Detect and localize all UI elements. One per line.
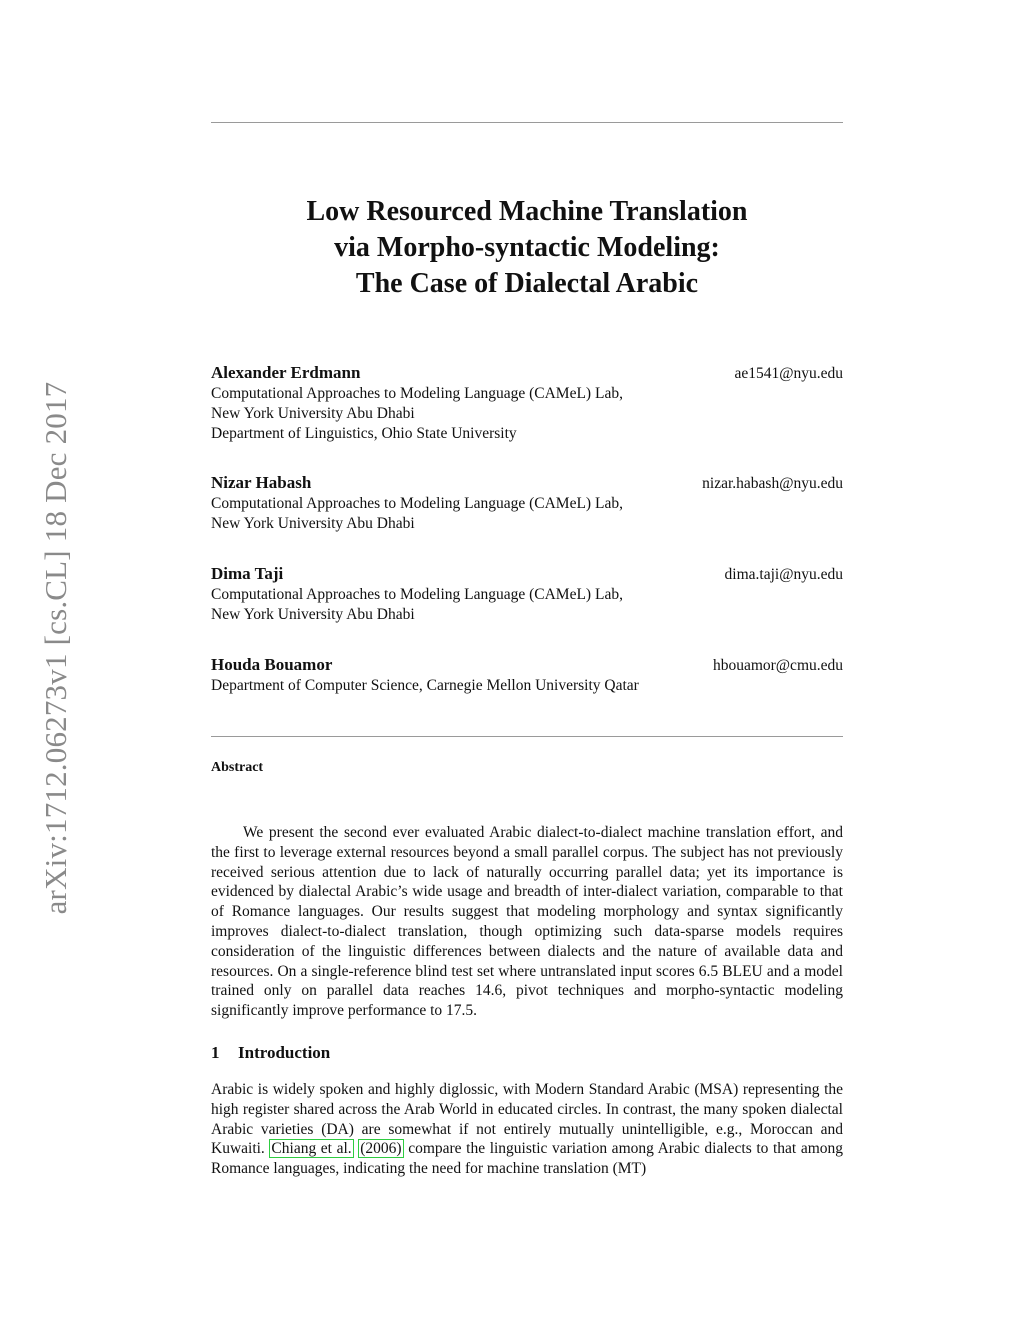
top-rule <box>211 122 843 123</box>
author-name: Houda Bouamor <box>211 655 333 674</box>
author-email[interactable]: hbouamor@cmu.edu <box>712 657 843 674</box>
author-affiliation: New York University Abu Dhabi <box>211 606 415 623</box>
author-block-erdmann <box>211 362 843 444</box>
author-affiliation: Computational Approaches to Modeling Language (CAMeL) Lab, <box>211 495 623 512</box>
author-block-taji <box>211 563 843 625</box>
citation-link-year[interactable]: (2006) <box>360 1140 402 1158</box>
section-heading-introduction <box>211 1043 330 1063</box>
arxiv-identifier: arXiv:1712.06273v1 [cs.CL] 18 Dec 2017 <box>38 381 73 915</box>
intro-text-after-citation: compare the linguistic variation among Arabic dialects to that among Romance languages, indicating the need for machine translation (MT) <box>211 1140 844 1178</box>
author-affiliation: Computational Approaches to Modeling Language (CAMeL) Lab, <box>211 586 623 603</box>
intro-text-before-citation: Arabic is widely spoken and highly diglossic, with Modern Standard Arabic (MSA) representing the high register shared across the Arab World in educated circles. In contrast, the many spoken dialectal Arabic varieties (DA) are somewhat if not entirely mutually unintelligible, e.g., Moroccan and Kuwaiti. <box>211 1081 843 1158</box>
author-name: Dima Taji <box>211 564 284 583</box>
author-affiliation: New York University Abu Dhabi <box>211 515 415 532</box>
paper-title <box>211 194 843 302</box>
author-affiliation: New York University Abu Dhabi <box>211 405 415 422</box>
author-affiliation: Department of Linguistics, Ohio State University <box>211 425 517 442</box>
author-email[interactable]: nizar.habash@nyu.edu <box>702 475 843 492</box>
introduction-paragraph <box>211 1080 843 1179</box>
author-block-bouamor <box>211 654 843 696</box>
author-affiliation: Department of Computer Science, Carnegie Mellon University Qatar <box>211 677 639 694</box>
author-name: Nizar Habash <box>211 473 312 492</box>
author-block-habash <box>211 472 843 534</box>
abstract-heading: Abstract <box>211 760 264 775</box>
author-affiliation: Computational Approaches to Modeling Language (CAMeL) Lab, <box>211 385 623 402</box>
abstract-rule <box>211 736 843 737</box>
author-email[interactable]: dima.taji@nyu.edu <box>724 566 843 583</box>
title-line-3: The Case of Dialectal Arabic <box>355 268 699 299</box>
author-name: Alexander Erdmann <box>211 363 361 382</box>
abstract-text: We present the second ever evaluated Arabic dialect-to-dialect machine translation effort, and the first to leverage external resources beyond a small parallel corpus. The subject has not previously received serious attention due to lack of naturally occurring parallel data; yet its importance is evidenced by dialectal Arabic’s wide usage and breadth of inter-dialect variation, comparable to that of Romance languages. Our results suggest that modeling morphology and syntax significantly improves dialect-to-dialect translation, though optimizing such data-sparse models requires consideration of the linguistic differences between dialects and the nature of available data and resources. On a single-reference blind test set where untranslated input scores 6.5 BLEU and a model trained only on parallel data reaches 14.6, pivot techniques and morpho-syntactic modeling significantly improve performance to 17.5. <box>211 824 843 1020</box>
section-number: 1 <box>211 1043 220 1062</box>
author-email[interactable]: ae1541@nyu.edu <box>734 365 843 382</box>
title-line-1: Low Resourced Machine Translation <box>306 196 748 227</box>
citation-link-authors[interactable]: Chiang et al. <box>271 1140 352 1158</box>
title-line-2: via Morpho-syntactic Modeling: <box>334 232 720 263</box>
section-title: Introduction <box>238 1043 331 1062</box>
